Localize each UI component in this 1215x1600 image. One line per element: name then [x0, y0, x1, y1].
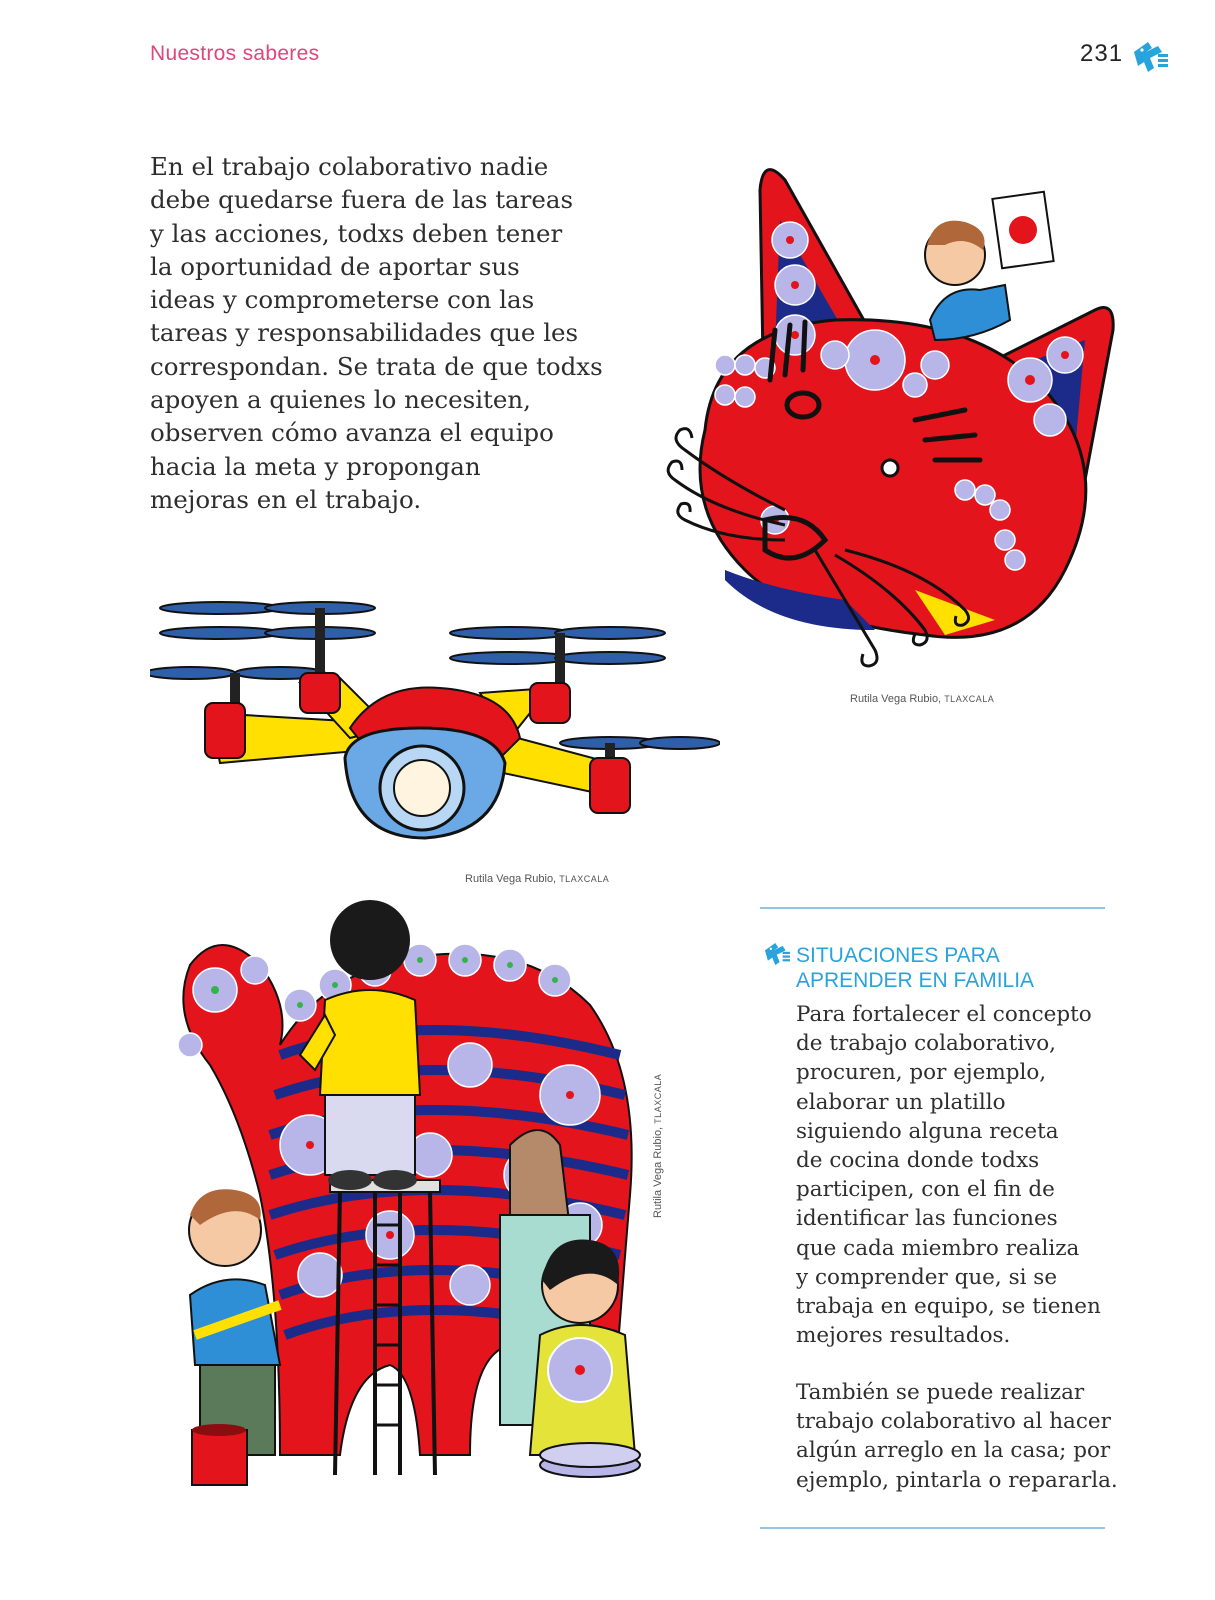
- drone-illustration: [150, 588, 720, 858]
- sidebar-line: trabaja en equipo, se tienen: [796, 1294, 1101, 1320]
- sidebar-line: Para fortalecer el concepto: [796, 1002, 1092, 1027]
- sidebar-line: siguiendo alguna receta: [796, 1118, 1059, 1144]
- sidebar-line: elaborar un platillo: [796, 1089, 1006, 1115]
- elephant-illustration-credit: [652, 1074, 664, 1218]
- credit-place: TLAXCALA: [559, 874, 610, 884]
- sidebar-line: mejores resultados.: [796, 1323, 1011, 1349]
- intro-paragraph: [150, 150, 620, 516]
- credit-name: Rutila Vega Rubio,: [465, 873, 557, 885]
- section-title: Nuestros saberes: [150, 42, 320, 65]
- hand-bird-icon: [760, 940, 792, 968]
- sidebar-line: que cada miembro realiza: [796, 1235, 1080, 1261]
- intro-line: tareas y responsabilidades que les: [150, 318, 579, 348]
- intro-line: correspondan. Se trata de que todxs: [150, 351, 603, 381]
- credit-place: TLAXCALA: [653, 1073, 663, 1124]
- intro-line: debe quedarse fuera de las tareas: [150, 185, 574, 215]
- intro-line: mejoras en el trabajo.: [150, 484, 422, 514]
- sidebar-line: y comprender que, si se: [796, 1264, 1058, 1290]
- elephant-alebrije-illustration: [170, 895, 670, 1500]
- sidebar-paragraph-2: [796, 1378, 1126, 1495]
- intro-line: apoyen a quienes lo necesiten,: [150, 385, 531, 415]
- sidebar-line: participen, con el fin de: [796, 1177, 1055, 1203]
- intro-line: observen cómo avanza el equipo: [150, 418, 554, 448]
- intro-line: y las acciones, todxs deben tener: [150, 218, 563, 248]
- sidebar-line: identificar las funciones: [796, 1206, 1058, 1232]
- sidebar-line: ejemplo, pintarla o repararla.: [796, 1467, 1118, 1493]
- intro-line: la oportunidad de aportar sus: [150, 251, 520, 281]
- credit-name: Rutila Vega Rubio,: [850, 693, 942, 705]
- page-number: 231: [1080, 40, 1124, 67]
- sidebar-line: de cocina donde todxs: [796, 1148, 1040, 1174]
- intro-line: En el trabajo colaborativo nadie: [150, 152, 549, 181]
- credit-place: TLAXCALA: [944, 694, 995, 704]
- sidebar-heading: [796, 943, 1116, 993]
- sidebar-bottom-rule: [760, 1527, 1105, 1529]
- sidebar-line: de trabajo colaborativo,: [796, 1031, 1057, 1057]
- sidebar-line: algún arreglo en la casa; por: [796, 1438, 1111, 1464]
- sidebar-heading-line: SITUACIONES PARA: [796, 944, 1000, 967]
- credit-name: Rutila Vega Rubio,: [652, 1126, 664, 1218]
- intro-line: hacia la meta y propongan: [150, 451, 481, 481]
- sidebar-paragraph-1: [796, 1000, 1126, 1350]
- sidebar-top-rule: [760, 907, 1105, 909]
- sidebar-line: trabajo colaborativo al hacer: [796, 1409, 1111, 1435]
- sidebar-heading-line: APRENDER EN FAMILIA: [796, 969, 1035, 992]
- intro-line: ideas y comprometerse con las: [150, 285, 535, 315]
- cat-illustration-credit: [850, 693, 994, 705]
- sidebar-line: También se puede realizar: [796, 1380, 1085, 1405]
- hand-bird-icon: [1128, 38, 1170, 76]
- drone-illustration-credit: [465, 873, 609, 885]
- sidebar-line: procuren, por ejemplo,: [796, 1060, 1047, 1086]
